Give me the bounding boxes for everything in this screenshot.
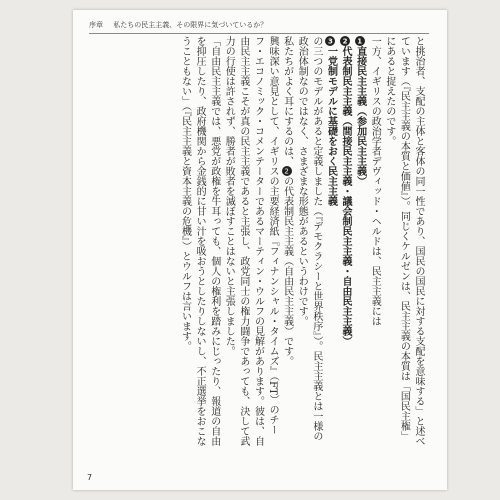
paragraph-representative (279, 36, 294, 446)
paragraph-held-intro: 一方、イギリスの政治学者デヴィッド・ヘルドは、民主主義には (369, 36, 381, 326)
running-header (89, 18, 429, 34)
paragraph-wolf-quote: 「自由民主主義では、悪党が政権を牛耳っても、個人の権利を踏みにじったり、報道の自由を抑圧したり、政府機関から金銭的に甘い汁を吸おうとしたりしないし、不正選挙をおこなうこともない」（『民主主義と資本主義の危機』）とウルフは言います。 (179, 36, 220, 446)
body-text (177, 36, 425, 446)
number-badge-1: 1 (355, 36, 365, 46)
paragraph-wolf-view: 興味深い意見として、イギリスの主要経済紙『フィナンシャル・タイムズ』（FT）のチーフ・エコノミック・コメンテーターであるマーティン・ウルフの見解があります。彼は、自由民主主義こそが真の民主主義であると主張し、政党同士の権力闘争であっても、決して武力の行使は許されず、勝者が敗者を滅ぼすことはないと主張しました。 (223, 36, 279, 446)
paragraph-kelsen-quote: と挑治者、支配の主体と客体の同一性であり、国民の国民に対する支配を意味する」と述べています（『民主主義の本質と価値』）。同じくケルゼンは、民主主義の本質は「国民主権」にあると捉えたのです。 (383, 36, 424, 446)
number-badge-inline: 2 (282, 166, 292, 176)
paragraph-representative-rest: の代表制民主主義（自由民主主義）です。 (281, 176, 293, 366)
number-badge-3: 3 (325, 36, 335, 46)
model-item-3-text: 一党制モデルに基礎をおく民主主義 (325, 46, 337, 206)
model-item-1-text: 直接民主主義（参加民主主義） (354, 46, 366, 186)
model-item-2 (337, 36, 352, 446)
model-item-1 (352, 36, 367, 446)
paragraph-three-models: の三つのモデルがあると定義しました（『デモクラシーと世界秩序』）。民主主義とは一様の政治体制なのではなく、さまざまな形態があるというわけです。 (296, 36, 322, 441)
model-item-2-text: 代表制民主主義（間接民主主義・議会制民主主義・自由民主主義） (340, 46, 352, 346)
chapter-label: 序章 (89, 21, 103, 29)
page-number: 7 (87, 473, 93, 482)
paragraph-representative-lead: 私たちがよく耳にするのは、 (281, 36, 293, 166)
model-item-3 (323, 36, 338, 446)
chapter-title: 私たちの民主主義、その限界に気づいているか？ (113, 21, 268, 29)
number-badge-2: 2 (340, 36, 350, 46)
book-page (73, 10, 447, 490)
